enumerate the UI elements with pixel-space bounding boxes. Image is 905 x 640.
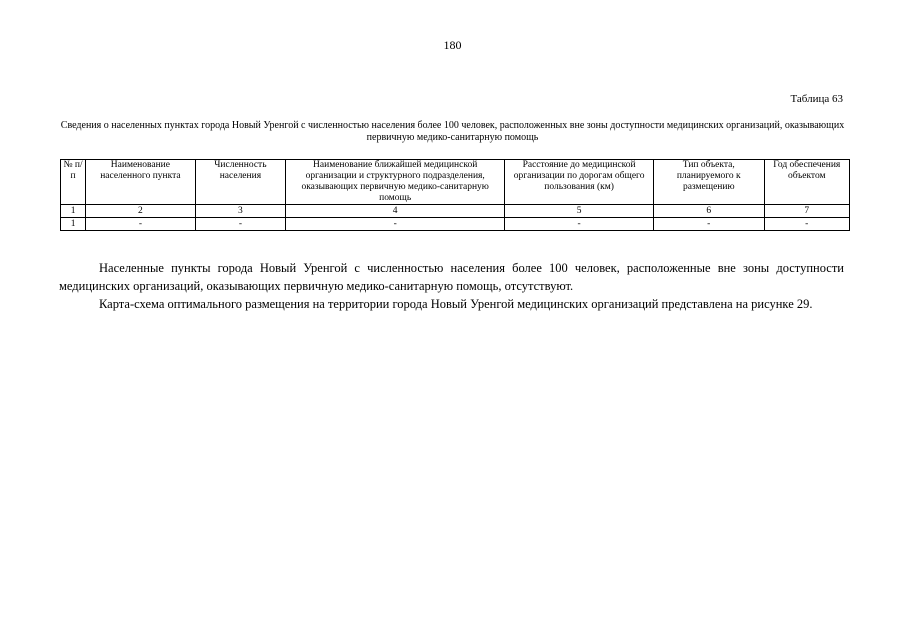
- table-cell: 7: [764, 205, 849, 218]
- table-cell: -: [86, 218, 196, 231]
- settlements-table: [60, 159, 850, 231]
- table-cell: 2: [86, 205, 196, 218]
- table-cell: -: [286, 218, 505, 231]
- table-row: [61, 218, 850, 231]
- table-cell: 1: [61, 218, 86, 231]
- table-caption: Сведения о населенных пунктах города Новый Уренгой с численностью населения более 100 человек, расположенных вне зоны доступности медицинских организаций, оказывающих первичную медико-санитарную помощь: [60, 120, 845, 143]
- header-number: № п/п: [61, 160, 86, 205]
- paragraph-map-reference: Карта-схема оптимального размещения на территории города Новый Уренгой медицинских организаций представлена на рисунке 29.: [99, 297, 813, 311]
- table-label: Таблица 63: [790, 93, 843, 105]
- table-cell: 1: [61, 205, 86, 218]
- table-cell: -: [505, 218, 654, 231]
- header-settlement-name: Наименование населенного пункта: [86, 160, 196, 205]
- header-nearest-organization: Наименование ближайшей медицинской организации и структурного подразделения, оказывающих первичную медико-санитарную помощь: [286, 160, 505, 205]
- table-cell: -: [653, 218, 764, 231]
- page-number: 180: [443, 38, 462, 52]
- header-year: Год обеспечения объектом: [764, 160, 849, 205]
- body-text: [59, 259, 844, 313]
- table-cell: 5: [505, 205, 654, 218]
- header-population: Численность населения: [195, 160, 285, 205]
- table-cell: 3: [195, 205, 285, 218]
- table-cell: 4: [286, 205, 505, 218]
- header-distance: Расстояние до медицинской организации по дорогам общего пользования (км): [505, 160, 654, 205]
- table-cell: 6: [653, 205, 764, 218]
- table-cell: -: [764, 218, 849, 231]
- paragraph-no-settlements: Населенные пункты города Новый Уренгой с численностью населения более 100 человек, расположенные вне зоны доступности медицинских организаций, оказывающих первичную медико-санитарную помощь, отсутствуют.: [59, 261, 844, 293]
- table-row: [61, 205, 850, 218]
- header-object-type: Тип объекта, планируемого к размещению: [653, 160, 764, 205]
- table-cell: -: [195, 218, 285, 231]
- table-header-row: [61, 160, 850, 205]
